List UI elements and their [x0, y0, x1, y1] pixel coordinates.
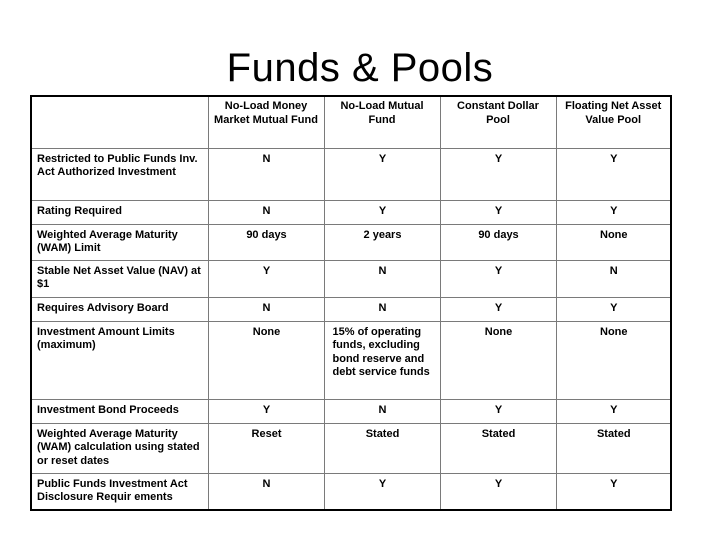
- table-cell: N: [324, 399, 440, 423]
- table-row: [31, 260, 671, 297]
- table-cell: Y: [556, 148, 671, 200]
- table-cell: Y: [440, 260, 556, 297]
- row-label: Stable Net Asset Value (NAV) at $1: [31, 260, 208, 297]
- header-money-market-fund: No-Load Money Market Mutual Fund: [208, 96, 324, 148]
- table-cell: Y: [324, 473, 440, 510]
- table-cell: Y: [440, 148, 556, 200]
- table-cell: Stated: [324, 423, 440, 473]
- header-mutual-fund: No-Load Mutual Fund: [324, 96, 440, 148]
- table-cell: Stated: [440, 423, 556, 473]
- table-cell: None: [208, 321, 324, 399]
- table-row: [31, 148, 671, 200]
- table-cell: 15% of operating funds, excluding bond reserve and debt service funds: [324, 321, 440, 399]
- table-cell: N: [208, 200, 324, 224]
- table-cell: Y: [556, 473, 671, 510]
- table-row: [31, 224, 671, 260]
- table-cell: Reset: [208, 423, 324, 473]
- table-cell: Y: [208, 399, 324, 423]
- table-row: [31, 200, 671, 224]
- header-cell-empty: [31, 96, 208, 148]
- table-cell: Y: [440, 473, 556, 510]
- table-cell: None: [556, 224, 671, 260]
- table-cell: N: [208, 297, 324, 321]
- table-cell: Y: [440, 399, 556, 423]
- table-cell: None: [556, 321, 671, 399]
- page-title: Funds & Pools: [226, 46, 494, 90]
- table-cell: N: [556, 260, 671, 297]
- table-cell: Y: [440, 200, 556, 224]
- table-cell: 2 years: [324, 224, 440, 260]
- row-label: Rating Required: [31, 200, 208, 224]
- table-cell: 90 days: [440, 224, 556, 260]
- table-cell: Y: [556, 200, 671, 224]
- row-label: Weighted Average Maturity (WAM) Limit: [31, 224, 208, 260]
- table-row: [31, 321, 671, 399]
- table-row: [31, 399, 671, 423]
- table-cell: N: [324, 297, 440, 321]
- row-label: Investment Amount Limits (maximum): [31, 321, 208, 399]
- table-cell: Stated: [556, 423, 671, 473]
- table-cell: N: [208, 473, 324, 510]
- table-cell: Y: [556, 399, 671, 423]
- row-label: Public Funds Investment Act Disclosure Requir ements: [31, 473, 208, 510]
- row-label: Investment Bond Proceeds: [31, 399, 208, 423]
- header-constant-dollar-pool: Constant Dollar Pool: [440, 96, 556, 148]
- table-cell: None: [440, 321, 556, 399]
- table-cell: Y: [324, 200, 440, 224]
- row-label: Restricted to Public Funds Inv. Act Authorized Investment: [31, 148, 208, 200]
- table-row: [31, 423, 671, 473]
- table-cell: N: [208, 148, 324, 200]
- table-cell: Y: [556, 297, 671, 321]
- table-header-row: [31, 96, 671, 148]
- table-cell: Y: [208, 260, 324, 297]
- header-floating-nav-pool: Floating Net Asset Value Pool: [556, 96, 671, 148]
- row-label: Requires Advisory Board: [31, 297, 208, 321]
- table-cell: N: [324, 260, 440, 297]
- comparison-table: [30, 95, 672, 511]
- table-row: [31, 473, 671, 510]
- table-cell: Y: [440, 297, 556, 321]
- table-row: [31, 297, 671, 321]
- table-cell: 90 days: [208, 224, 324, 260]
- table-cell: Y: [324, 148, 440, 200]
- row-label: Weighted Average Maturity (WAM) calculation using stated or reset dates: [31, 423, 208, 473]
